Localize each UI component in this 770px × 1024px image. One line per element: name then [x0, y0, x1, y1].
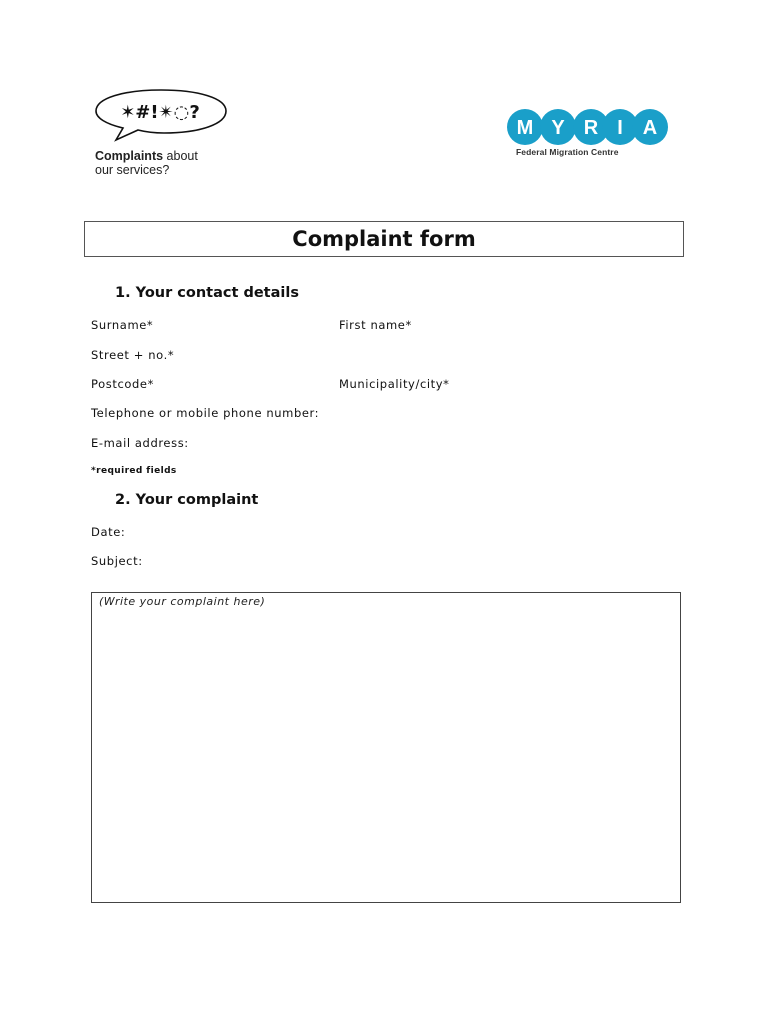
myria-logo — [505, 108, 670, 148]
surname-label[interactable]: Surname* — [91, 318, 154, 332]
page-title: Complaint form — [292, 227, 476, 251]
myria-letter-i: I — [617, 117, 623, 139]
section1-heading: 1. Your contact details — [115, 285, 299, 301]
bubble-caption-rest: about — [163, 149, 198, 163]
myria-subtitle: Federal Migration Centre — [516, 147, 619, 157]
myria-letter-r: R — [583, 117, 599, 139]
first-name-label[interactable]: First name* — [339, 318, 412, 332]
required-fields-note: *required fields — [91, 466, 177, 476]
complaints-bubble-logo — [94, 88, 228, 142]
complaint-placeholder: (Write your complaint here) — [99, 595, 266, 608]
email-label[interactable]: E-mail address: — [91, 436, 189, 450]
section2-heading: 2. Your complaint — [115, 492, 259, 508]
bubble-caption-line2: our services? — [95, 163, 170, 177]
bubble-symbols: ✶#!✴◌? — [120, 102, 200, 123]
myria-letter-y: Y — [551, 117, 565, 139]
date-label[interactable]: Date: — [91, 525, 126, 539]
postcode-label[interactable]: Postcode* — [91, 377, 154, 391]
title-box — [84, 221, 684, 257]
myria-letter-a: A — [642, 117, 658, 139]
subject-label[interactable]: Subject: — [91, 554, 143, 568]
street-label[interactable]: Street + no.* — [91, 348, 175, 362]
bubble-caption-bold: Complaints — [95, 149, 164, 163]
complaint-textarea[interactable] — [91, 592, 681, 903]
bubble-caption — [95, 149, 198, 177]
myria-letter-m: M — [516, 117, 534, 139]
municipality-label[interactable]: Municipality/city* — [339, 377, 450, 391]
telephone-label[interactable]: Telephone or mobile phone number: — [91, 406, 320, 420]
